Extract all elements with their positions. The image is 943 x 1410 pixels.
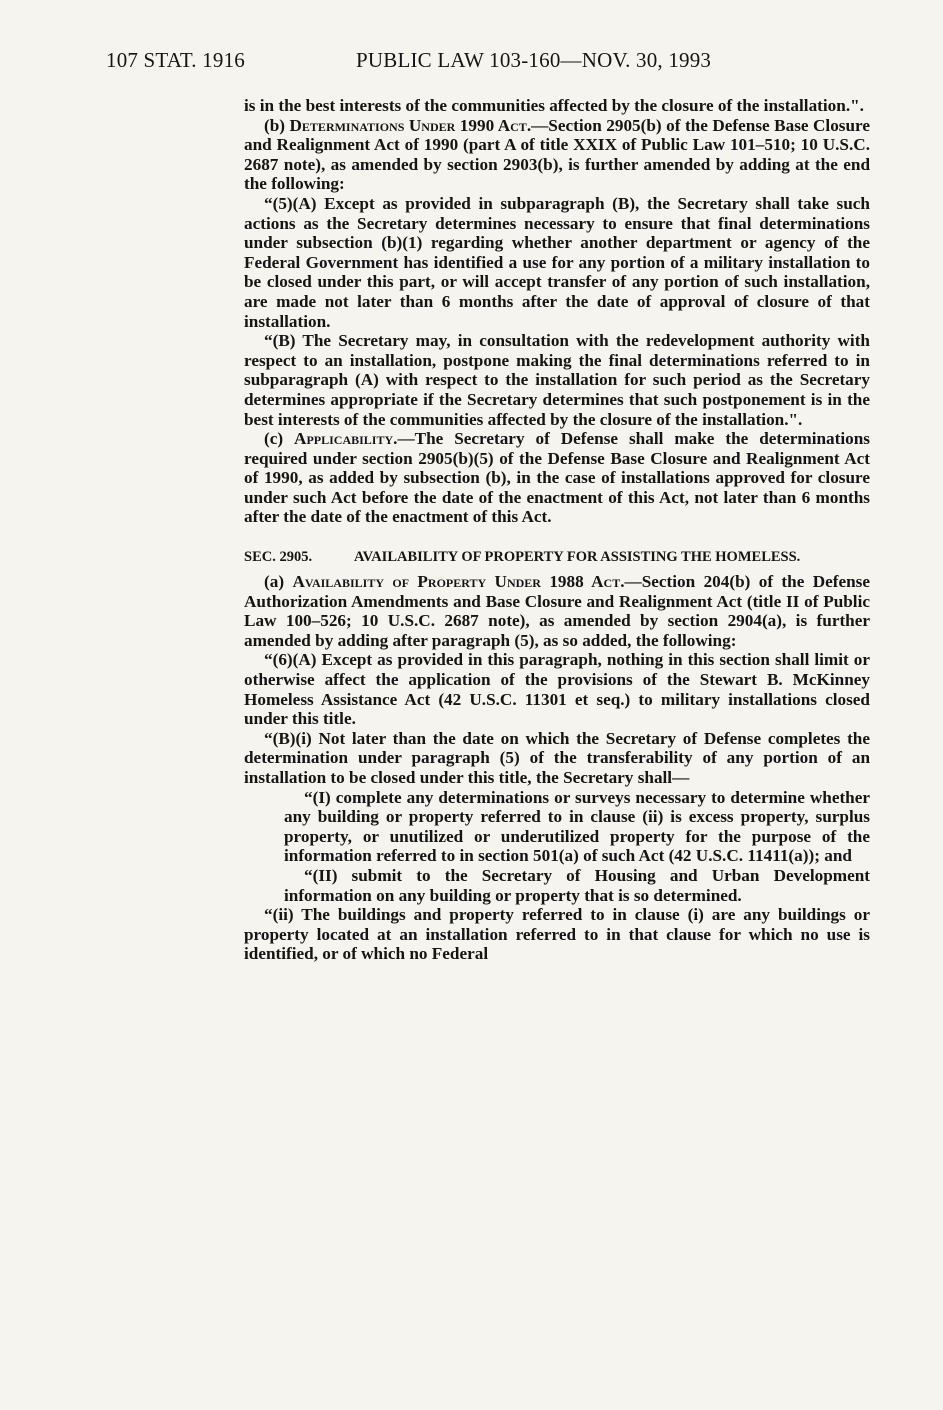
subsection-label: (b): [264, 115, 290, 135]
subsection-text: .—Section 204(b) of the Defense Authorization Amendments and Base Closure and Realignment Act (title II of Public Law 100–526; 10 U.S.C. 2687 note), as amended by section 2904(a), is further amended by adding after paragraph (5), as so added, the following:: [244, 572, 870, 650]
subsection-heading: Availability of Property Under 1988 Act: [292, 572, 621, 592]
subsection-label: (c): [264, 429, 295, 449]
paragraph-5b: “(B) The Secretary may, in consultation with the redevelopment authority with respect to an installation, postpone making the final determinations referred to in subparagraph (A) with respect to the installation for such period as the Secretary determines appropriate if the Secretary determines that such postponement is in the best interests of the communities affected by the closure of the installation.".: [244, 331, 870, 429]
subsection-text: .—Section 2905(b) of the Defense Base Closure and Realignment Act of 1990 (part A of title XXIX of Public Law 101–510; 10 U.S.C. 2687 note), as amended by section 2903(b), is further amended by adding at the end the following:: [244, 115, 870, 194]
paragraph-5a: “(5)(A) Except as provided in subparagraph (B), the Secretary shall take such actions as the Secretary determines necessary to ensure that final determinations under subsection (b)(1) regarding whether another department or agency of the Federal Government has identified a use for any portion of a military installation to be closed under this part, or will accept transfer of any portion of such installation, are made not later than 6 months after the date of approval of closure of that installation.: [244, 193, 870, 331]
document-body: [244, 96, 870, 964]
subsection-heading: Applicability: [294, 429, 394, 449]
section-heading: [244, 549, 870, 566]
paragraph-6a: “(6)(A) Except as provided in this paragraph, nothing in this section shall limit or otherwise affect the application of the provisions of the Stewart B. McKinney Homeless Assistance Act (42 U.S.C. 11301 et seq.) to military installations closed under this title.: [244, 650, 870, 729]
paragraph-6b-ii: “(ii) The buildings and property referred to in clause (i) are any buildings or property located at an installation referred to in that clause for which no use is identified, or of which no Federal: [244, 905, 870, 964]
clause-II: “(II) submit to the Secretary of Housing and Urban Development information on any building or property that is so determined.: [284, 865, 870, 905]
section-title: AVAILABILITY OF PROPERTY FOR ASSISTING THE HOMELESS.: [354, 549, 801, 566]
public-law-title: PUBLIC LAW 103-160—NOV. 30, 1993: [356, 48, 712, 72]
subsection-label: (a): [264, 572, 293, 592]
subsection-text: .—The Secretary of Defense shall make the determinations required under section 2905(b)(5) of the Defense Base Closure and Realignment Act of 1990, as added by subsection (b), in the case of installations approved for closure under such Act before the date of the enactment of this Act, not later than 6 months after the date of the enactment of this Act.: [244, 429, 870, 527]
subsection-heading: Determinations Under 1990 Act: [289, 115, 527, 135]
paragraph: is in the best interests of the communities affected by the closure of the installation.".: [244, 96, 864, 115]
subsection-a: [244, 572, 870, 650]
statute-citation: 107 STAT. 1916: [106, 48, 245, 72]
section-number: SEC. 2905.: [244, 549, 313, 566]
clause-I: “(I) complete any determinations or surveys necessary to determine whether any building or property referred to in clause (ii) is excess property, surplus property, or unutilized or underutilized property for the purpose of the information referred to in section 501(a) of such Act (42 U.S.C. 11411(a)); and: [284, 787, 870, 866]
paragraph-6b-i: “(B)(i) Not later than the date on which the Secretary of Defense completes the determination under paragraph (5) of the transferability of any portion of an installation to be closed under this title, the Secretary shall—: [244, 728, 870, 787]
subsection-c: [244, 429, 870, 527]
subsection-b: [244, 116, 870, 194]
